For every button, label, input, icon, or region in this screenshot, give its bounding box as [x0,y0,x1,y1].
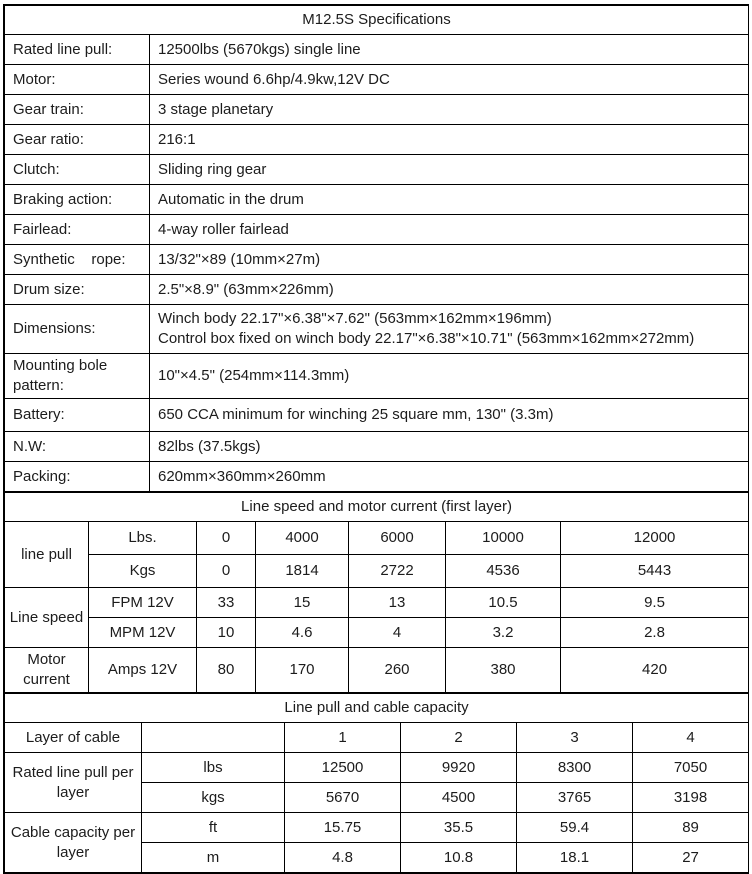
layer-number-cell: 2 [401,723,517,753]
value-cell: 35.5 [401,813,517,843]
unit-cell: kgs [142,783,285,813]
value-cell: 89 [633,813,749,843]
spec-value-motor: Series wound 6.6hp/4.9kw,12V DC [150,65,749,95]
spec-label-braking-action: Braking action: [5,185,150,215]
spec-row [5,399,749,432]
spec-row [5,155,749,185]
value-cell: 2.8 [561,618,749,648]
layer-number-cell: 3 [517,723,633,753]
dimensions-line-2: Control box fixed on winch body 22.17"×6.38"×10.71" (563mm×162mm×272mm) [158,330,695,347]
unit-cell: MPM 12V [89,618,197,648]
value-cell: 80 [197,648,256,693]
spec-value-rated-line-pull: 12500lbs (5670kgs) single line [150,35,749,65]
spec-row [5,245,749,275]
value-cell: 3.2 [446,618,561,648]
value-cell: 0 [197,522,256,555]
spec-row [5,354,749,399]
value-cell: 4.6 [256,618,349,648]
spec-value-gear-train: 3 stage planetary [150,95,749,125]
spec-value-dimensions [150,305,749,354]
spec-table [4,5,749,492]
table-row [5,588,749,618]
empty-cell [142,723,285,753]
value-cell: 4500 [401,783,517,813]
value-cell: 5670 [285,783,401,813]
layer-number-cell: 1 [285,723,401,753]
value-cell: 10.8 [401,843,517,873]
value-cell: 8300 [517,753,633,783]
value-cell: 12000 [561,522,749,555]
spec-label-dimensions: Dimensions: [5,305,150,354]
spec-row [5,432,749,462]
title-row [5,6,749,35]
value-cell: 9.5 [561,588,749,618]
layer-number-cell: 4 [633,723,749,753]
spec-label-motor: Motor: [5,65,150,95]
group-label-cable-capacity-per-layer: Cable capacity per layer [5,813,142,873]
unit-cell: Kgs [89,555,197,588]
cable-capacity-table [4,693,749,873]
value-cell: 3198 [633,783,749,813]
value-cell: 0 [197,555,256,588]
value-cell: 4 [349,618,446,648]
value-cell: 3765 [517,783,633,813]
table-row [5,555,749,588]
value-cell: 12500 [285,753,401,783]
spec-value-battery: 650 CCA minimum for winching 25 square mm, 130" (3.3m) [150,399,749,432]
layer-of-cable-row [5,723,749,753]
spec-label-clutch: Clutch: [5,155,150,185]
unit-cell: Lbs. [89,522,197,555]
spec-row [5,275,749,305]
spec-row [5,462,749,492]
value-cell: 170 [256,648,349,693]
cable-capacity-header-row [5,694,749,723]
unit-cell: lbs [142,753,285,783]
specifications-document [3,4,749,874]
spec-row [5,35,749,65]
value-cell: 6000 [349,522,446,555]
spec-value-clutch: Sliding ring gear [150,155,749,185]
table-row [5,753,749,783]
spec-value-fairlead: 4-way roller fairlead [150,215,749,245]
value-cell: 5443 [561,555,749,588]
value-cell: 380 [446,648,561,693]
unit-cell: Amps 12V [89,648,197,693]
value-cell: 2722 [349,555,446,588]
unit-cell: m [142,843,285,873]
spec-value-braking-action: Automatic in the drum [150,185,749,215]
spec-label-net-weight: N.W: [5,432,150,462]
unit-cell: FPM 12V [89,588,197,618]
spec-label-mounting-bole-pattern: Mounting bole pattern: [5,354,150,399]
spec-value-gear-ratio: 216:1 [150,125,749,155]
line-speed-header-row [5,493,749,522]
unit-cell: ft [142,813,285,843]
spec-label-drum-size: Drum size: [5,275,150,305]
table-row [5,618,749,648]
value-cell: 13 [349,588,446,618]
cable-capacity-section-title: Line pull and cable capacity [5,694,749,723]
spec-label-rated-line-pull: Rated line pull: [5,35,150,65]
spec-label-synthetic-rope: Synthetic rope: [5,245,150,275]
value-cell: 260 [349,648,446,693]
spec-row [5,125,749,155]
spec-label-gear-train: Gear train: [5,95,150,125]
line-speed-section-title: Line speed and motor current (first layer) [5,493,749,522]
spec-label-battery: Battery: [5,399,150,432]
spec-value-drum-size: 2.5"×8.9" (63mm×226mm) [150,275,749,305]
spec-label-fairlead: Fairlead: [5,215,150,245]
table-row [5,813,749,843]
dimensions-line-1: Winch body 22.17"×6.38"×7.62" (563mm×162mm×196mm) [158,310,552,327]
spec-value-synthetic-rope: 13/32"×89 (10mm×27m) [150,245,749,275]
value-cell: 420 [561,648,749,693]
value-cell: 7050 [633,753,749,783]
value-cell: 4536 [446,555,561,588]
spec-label-gear-ratio: Gear ratio: [5,125,150,155]
spec-value-packing: 620mm×360mm×260mm [150,462,749,492]
value-cell: 1814 [256,555,349,588]
value-cell: 10.5 [446,588,561,618]
spec-label-packing: Packing: [5,462,150,492]
spec-value-mounting-bole-pattern: 10"×4.5" (254mm×114.3mm) [150,354,749,399]
value-cell: 4000 [256,522,349,555]
spec-row [5,215,749,245]
value-cell: 18.1 [517,843,633,873]
table-row [5,648,749,693]
spec-row [5,95,749,125]
value-cell: 33 [197,588,256,618]
group-label-rated-line-pull-per-layer: Rated line pull per layer [5,753,142,813]
value-cell: 27 [633,843,749,873]
spec-row [5,305,749,354]
spec-row [5,65,749,95]
value-cell: 9920 [401,753,517,783]
layer-of-cable-label: Layer of cable [5,723,142,753]
group-label-line-pull: line pull [5,522,89,588]
page-title: M12.5S Specifications [5,6,749,35]
line-speed-table [4,492,749,693]
value-cell: 59.4 [517,813,633,843]
value-cell: 10 [197,618,256,648]
group-label-motor-current: Motor current [5,648,89,693]
table-row [5,522,749,555]
value-cell: 15 [256,588,349,618]
value-cell: 10000 [446,522,561,555]
value-cell: 15.75 [285,813,401,843]
group-label-line-speed: Line speed [5,588,89,648]
value-cell: 4.8 [285,843,401,873]
spec-row [5,185,749,215]
spec-value-net-weight: 82lbs (37.5kgs) [150,432,749,462]
